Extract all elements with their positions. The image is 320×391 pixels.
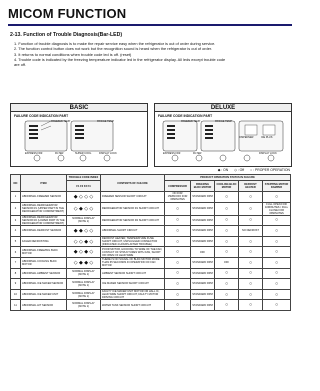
cell-codes: NORMAL DISPLAY (NOTE 1) <box>67 300 101 311</box>
cell-item: ABNORMAL FREEZER SENSOR <box>21 192 67 203</box>
cell-defrost: ○ <box>239 300 263 311</box>
cell-cbldc: ○ <box>215 289 239 300</box>
cell-cbldc: ○ <box>215 226 239 237</box>
note: are off. <box>14 62 27 68</box>
col-header-stepping: STEPPING MOTOR DAMPER <box>263 181 291 192</box>
col-header-contents: CONTENTS OF FAILURE <box>101 175 165 192</box>
cell-item: ABNORMAL COOLING BLDC MOTOR <box>21 257 67 268</box>
col-header-codes: F1 F2 F3 F4 <box>67 181 101 192</box>
col-header-cooling-bldc: COOLING BLDC MOTOR <box>215 181 239 192</box>
basic-label: FILTER <box>55 152 64 155</box>
cell-cbldc: ○ <box>215 268 239 279</box>
cell-fan: STANDARD RPM <box>191 300 215 311</box>
cell-codes: ◇ ◇ ◆ ◇ <box>67 236 101 247</box>
table-row <box>11 226 291 237</box>
cell-step: ○ <box>263 192 291 203</box>
cell-contents: DEFROST HEATER, TEMPERATURE FUSE SHORT CIRCUIT, UNPLUGGED CONNECTOR (INDICATED 4 HOURS AFTER TROUBLE) <box>101 236 165 247</box>
section-notes <box>14 41 290 67</box>
cell-fan: STANDARD RPM <box>191 202 215 215</box>
col-header-item: ITEM <box>21 175 67 192</box>
table-row <box>11 257 291 268</box>
page-header <box>8 6 292 21</box>
cell-defrost: ○ <box>239 236 263 247</box>
cell-no: 9 <box>11 279 21 290</box>
cell-contents: FAULTY ICE MAKER UNIT MOTOR OR HALL IC, LEAD WIRE SHORT CIRCUIT, FAULTY MOTOR DRIVING CIRCUIT <box>101 289 165 300</box>
cell-defrost: ○ <box>239 192 263 203</box>
deluxe-label: DISPENSER <box>239 136 254 139</box>
basic-panel-title: FAILURE CODE INDICATION PART <box>14 114 69 118</box>
deluxe-label: ICE PLUS <box>261 136 273 139</box>
col-header-no: NO <box>11 175 21 192</box>
cell-no: 2 <box>11 202 21 215</box>
cell-item: ABNORMAL ICE MAKER SENSOR <box>21 279 67 290</box>
cell-comp: ○ <box>165 257 191 268</box>
basic-header: BASIC <box>10 103 148 113</box>
cell-no: 7 <box>11 257 21 268</box>
cell-cbldc: ○ <box>215 202 239 215</box>
cell-codes: NORMAL DISPLAY (NOTE 1) <box>67 279 101 290</box>
table-row <box>11 279 291 290</box>
deluxe-label: FRIDGE TEMP <box>215 120 233 123</box>
cell-fan: STANDARD RPM <box>191 226 215 237</box>
cell-fan: STANDARD RPM <box>191 236 215 247</box>
note: 1. Function of trouble diagnosis is to make the repair service easy when the refrigerator is out of order during service. <box>14 41 216 46</box>
basic-label: DISPLAY LOCK <box>99 152 117 155</box>
deluxe-label: FREEZER TEMP <box>181 120 201 123</box>
cell-codes: ◆ ◆ ◇ ◇ <box>67 226 101 237</box>
cell-step: ○ <box>263 300 291 311</box>
deluxe-label: FILTER <box>193 152 202 155</box>
col-header-freezing-bldc: FREEZING BLDC MOTOR <box>191 181 215 192</box>
cell-item: ABNORMAL AMBIENT SENSOR <box>21 268 67 279</box>
col-header-status: PRODUCT OPERATION STATUS IN FAILURE <box>165 175 291 181</box>
cell-item: ABNORMAL ICE MAKER UNIT <box>21 289 67 300</box>
basic-panel <box>10 111 148 167</box>
cell-comp: ON FOR 15MIN/OFF FOR 15MINUTES <box>165 192 191 203</box>
table-row <box>11 192 291 203</box>
cell-step: ○ <box>263 226 291 237</box>
cell-comp: ○ <box>165 279 191 290</box>
cell-item: FAILED DEFROSTING <box>21 236 67 247</box>
cell-codes: ◇ ◆ ◆ ◇ <box>67 257 101 268</box>
cell-comp: ○ <box>165 247 191 258</box>
cell-cbldc: ○ <box>215 279 239 290</box>
cell-fan: STANDARD RPM <box>191 257 215 268</box>
cell-no: 3 <box>11 215 21 226</box>
table-row <box>11 215 291 226</box>
indicator-panels <box>10 103 290 166</box>
cell-item: ABNORMAL FREEZING BLDC MOTOR <box>21 247 67 258</box>
cell-cbldc: ○ <box>215 247 239 258</box>
cell-cbldc: OFF <box>215 257 239 268</box>
cell-defrost: ○ <box>239 202 263 215</box>
table-row <box>11 247 291 258</box>
note: 2. The function control button does not work but the recognition sound is heard when the refrigerator is out of order. <box>14 46 213 52</box>
cell-contents: REFRIGERATOR SENSOR R1 SHORT CIRCUIT <box>101 202 165 215</box>
cell-step: ○ <box>263 289 291 300</box>
legend-normal: ○ : PROPER OPERATION <box>250 168 290 172</box>
table-row <box>11 268 291 279</box>
cell-defrost: ○ <box>239 289 263 300</box>
col-header-compressor: COMPRESSOR <box>165 181 191 192</box>
legend-on: ◆ : ON <box>217 168 229 172</box>
cell-contents: REFRIGERATOR SENSOR R2 SHORT CIRCUIT <box>101 215 165 226</box>
cell-codes: ◆ ◇ ◇ ◇ <box>67 192 101 203</box>
cell-no: 10 <box>11 289 21 300</box>
table-row <box>11 289 291 300</box>
cell-comp: ○ <box>165 202 191 215</box>
cell-fan: STANDARD RPM <box>191 192 215 203</box>
section-title: 2-13. Function of Trouble Diagnosis(Bar-LED) <box>10 32 123 38</box>
cell-no: 11 <box>11 300 21 311</box>
cell-step: ○ <box>263 236 291 247</box>
cell-codes: NORMAL DISPLAY (NOTE 1) <box>67 215 101 226</box>
col-header-defrost: DEFROST HEATER <box>239 181 263 192</box>
cell-contents: THERE IS NO SIGNAL OF BLDC MOTOR MORE THAN 65 SECONDS IN OPERATION OF FAN MOTOR <box>101 257 165 268</box>
cell-contents: ICE MAKER SENSOR SHORT CIRCUIT <box>101 279 165 290</box>
cell-defrost: ○ <box>239 257 263 268</box>
cell-cbldc: ○ <box>215 236 239 247</box>
basic-display-diagram <box>11 112 147 166</box>
cell-step: ○ <box>263 279 291 290</box>
cell-no: 8 <box>11 268 21 279</box>
table-row <box>11 236 291 247</box>
table-row <box>11 300 291 311</box>
cell-comp: ○ <box>165 236 191 247</box>
cell-codes: NORMAL DISPLAY (NOTE 1) <box>67 268 101 279</box>
legend-off: ◇ : Off <box>234 168 245 172</box>
cell-defrost: ○ <box>239 268 263 279</box>
note: 3. It returns to normal conditions when trouble code led is off. (reset) <box>14 51 132 57</box>
deluxe-panel <box>154 111 292 167</box>
cell-defrost: ○ <box>239 215 263 226</box>
cell-codes: ◆ ◇ ◆ ◇ <box>67 247 101 258</box>
cell-item: ABNORMAL DEFROST SENSOR <box>21 226 67 237</box>
cell-step: ○ <box>263 247 291 258</box>
cell-fan: STANDARD RPM <box>191 289 215 300</box>
cell-defrost: ○ <box>239 279 263 290</box>
cell-cbldc: ○ <box>215 215 239 226</box>
cell-comp: ○ <box>165 268 191 279</box>
cell-step: ○ <box>263 268 291 279</box>
cell-step: FULL OPEN FOR 10MINUTES / FULL CLOSE FOR 15MINUTES <box>263 202 291 215</box>
cell-defrost: NO DEFROST <box>239 226 263 237</box>
cell-contents: FREEZER SENSOR SHORT CIRCUIT <box>101 192 165 203</box>
deluxe-label: DISPLAY LOCK <box>259 152 277 155</box>
cell-item: ABNORMAL REFRIGERATOR SENSOR R2 (LOWER PART IN THE REFRIGERATOR COMPARTMENT) <box>22 215 65 225</box>
cell-no: 6 <box>11 247 21 258</box>
cell-contents: AMBIENT SENSOR SHORT CIRCUIT <box>101 268 165 279</box>
cell-no: 1 <box>11 192 21 203</box>
cell-comp: ○ <box>165 300 191 311</box>
cell-step: ○ <box>263 215 291 226</box>
deluxe-label: EXPRESS FRZ <box>163 152 181 155</box>
basic-label: EXPRESS FRZ <box>25 152 43 155</box>
cell-comp: ○ <box>165 226 191 237</box>
cell-cbldc: ○ <box>215 192 239 203</box>
cell-item: ABNORMAL HIT SENSOR <box>21 300 67 311</box>
cell-contents: WATER TANK SENSOR SHORT CIRCUIT <box>101 300 165 311</box>
cell-comp: ○ <box>165 289 191 300</box>
page-title: MICOM FUNCTION <box>8 6 127 21</box>
cell-codes: NORMAL DISPLAY (NOTE 1) <box>67 289 101 300</box>
basic-label: FREEZER TEMP <box>51 120 71 123</box>
trouble-diagnosis-table <box>10 174 291 311</box>
cell-contents: POOR MOTOR, HOOKING TO WIRE OF THE FAN, CONTACT OF STRUCTURES WITH FAN, SHORT OR OPEN OF LEAD WIRE <box>101 247 165 258</box>
cell-no: 5 <box>11 236 21 247</box>
cell-item: ABNORMAL REFRIGERATOR SENSOR R1 (UPPER PART IN THE REFRIGERATOR COMPARTMENT) <box>21 202 67 215</box>
note: 4. Trouble code is indicated by the freezing temperature indicator led in the refrigerator display. All leds except trouble code <box>14 56 226 62</box>
deluxe-panel-title: FAILURE CODE INDICATION PART <box>158 114 213 118</box>
cell-fan: STANDARD RPM <box>191 268 215 279</box>
basic-label: FRIDGE TEMP <box>97 120 115 123</box>
basic-label: SUPER COOL <box>75 152 92 155</box>
cell-fan: STANDARD RPM <box>191 279 215 290</box>
header-rule <box>8 24 292 26</box>
cell-codes: ◇ ◆ ◇ ◇ <box>67 202 101 215</box>
cell-fan: OFF <box>191 247 215 258</box>
symbol-legend <box>140 168 290 172</box>
cell-cbldc: ○ <box>215 300 239 311</box>
cell-defrost: ○ <box>239 247 263 258</box>
cell-comp: ○ <box>165 215 191 226</box>
deluxe-header: DELUXE <box>154 103 292 113</box>
cell-no: 4 <box>11 226 21 237</box>
cell-contents: ABNORMAL SHORT CIRCUIT <box>101 226 165 237</box>
cell-step: ○ <box>263 257 291 268</box>
table-row <box>11 202 291 215</box>
cell-fan: STANDARD RPM <box>191 215 215 226</box>
col-header-trouble: TROUBLE CODE INDEX <box>67 175 101 181</box>
